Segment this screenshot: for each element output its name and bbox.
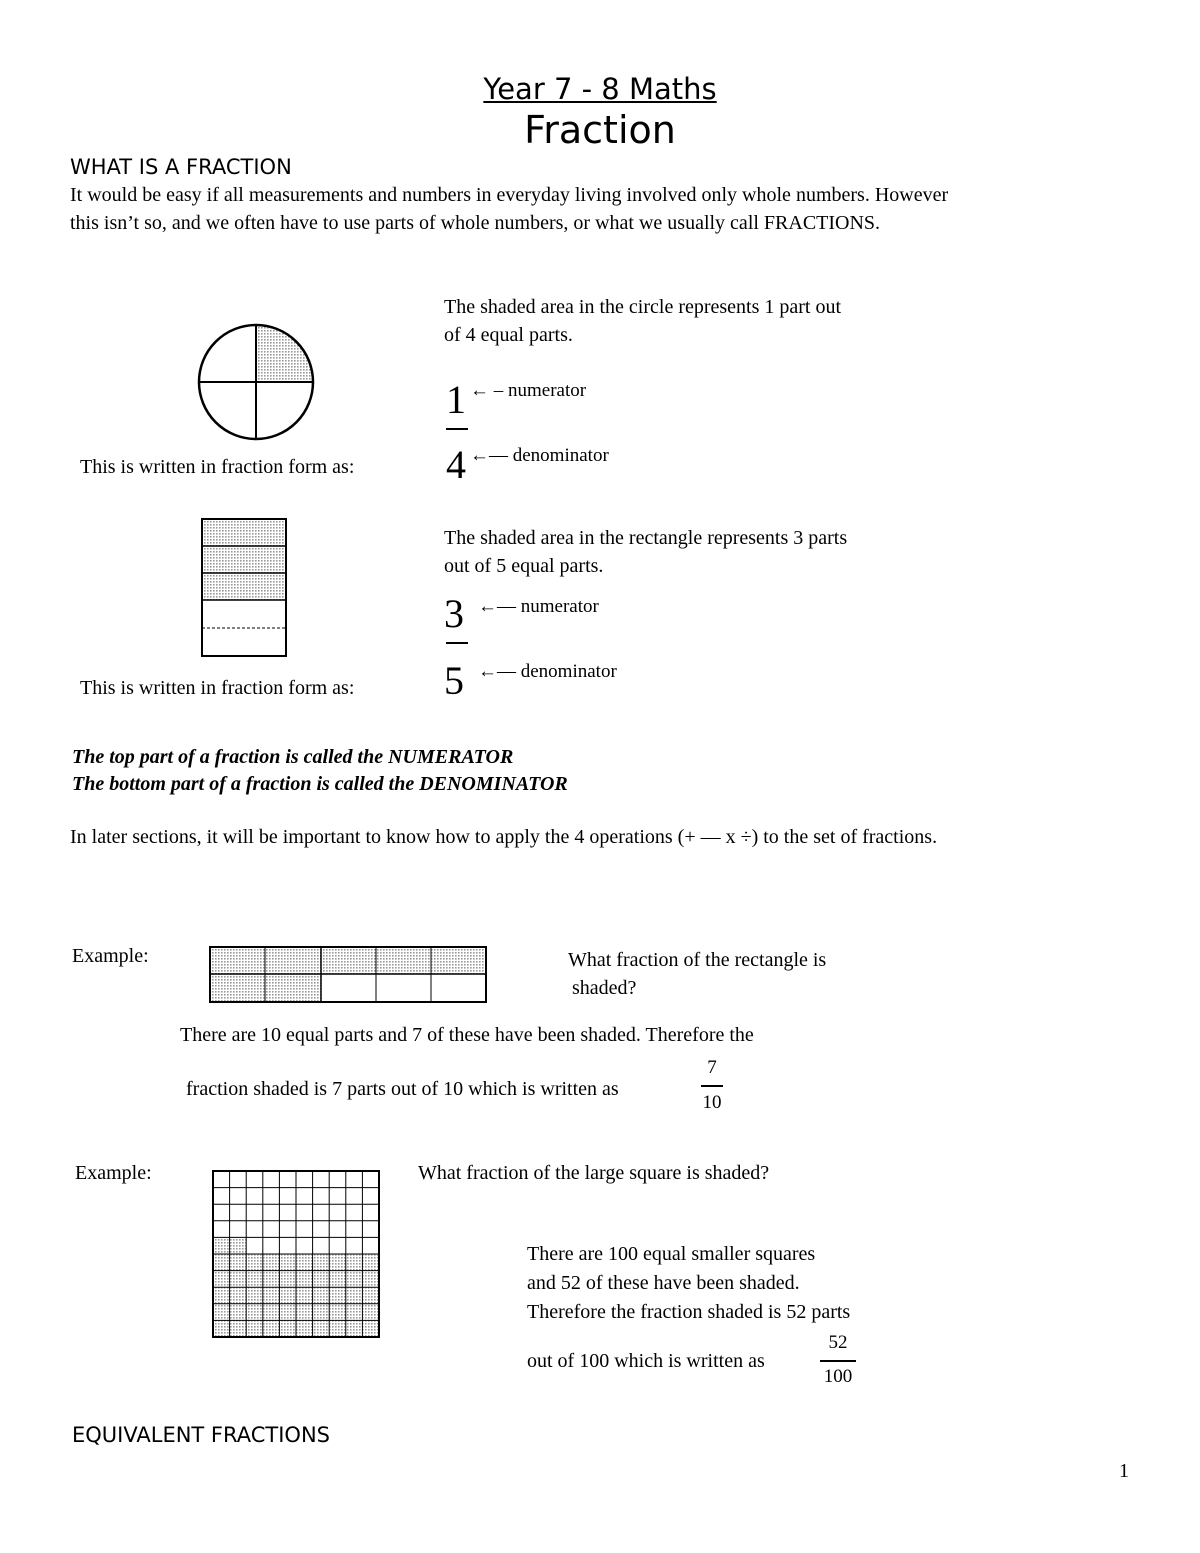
definition-denominator: The bottom part of a fraction is called the DENOMINATOR — [72, 773, 568, 795]
intro-line-2: this isn’t so, and we often have to use parts of whole numbers, or what we usually call FRACTIONS. — [70, 212, 881, 234]
rectangle-description — [444, 524, 847, 580]
rectangle-diagram — [201, 518, 287, 658]
circle-denominator: 4 — [446, 442, 466, 487]
example2-answer-line-3: Therefore the fraction shaded is 52 parts — [527, 1301, 851, 1323]
example1-fraction-numerator: 7 — [707, 1057, 717, 1078]
circle-numerator-label: ← – numerator — [470, 380, 587, 401]
example1-question-line-2: shaded? — [572, 977, 637, 999]
rect-fraction-bar — [446, 642, 468, 644]
circle-description — [444, 293, 841, 349]
circle-fraction-bar — [446, 428, 468, 430]
example1-answer-line-2: fraction shaded is 7 parts out of 10 which is written as — [186, 1078, 619, 1100]
rect-caption: This is written in fraction form as: — [80, 677, 355, 699]
example1-fraction-denominator: 10 — [702, 1092, 722, 1113]
example1-question-line-1: What fraction of the rectangle is — [568, 949, 827, 971]
example1-rectangle-diagram — [209, 946, 489, 1004]
rect-numerator-label: ←— numerator — [478, 596, 599, 617]
definition-numerator: The top part of a fraction is called the NUMERATOR — [72, 746, 514, 768]
rect-numerator: 3 — [444, 591, 464, 636]
example2-answer-line-4: out of 100 which is written as — [527, 1350, 765, 1372]
circle-desc-line-1: The shaded area in the circle represents 1 part out — [444, 296, 842, 318]
intro-paragraph — [70, 181, 1170, 237]
example2-answer-line-2: and 52 of these have been shaded. — [527, 1272, 800, 1294]
example2-answer-line-1: There are 100 equal smaller squares — [527, 1243, 816, 1265]
rectangle-shaded-parts — [202, 519, 286, 600]
rect-denominator-label: ←— denominator — [478, 661, 617, 682]
example2-grid-diagram — [212, 1170, 382, 1340]
example2-question: What fraction of the large square is shaded? — [418, 1162, 770, 1184]
section-heading-equivalent-fractions: EQUIVALENT FRACTIONS — [72, 1423, 330, 1447]
rect-denominator: 5 — [444, 658, 464, 703]
intro-line-1: It would be easy if all measurements and numbers in everyday living involved only whole numbers. However — [70, 184, 949, 206]
example1-label: Example: — [72, 945, 149, 967]
definitions — [72, 744, 568, 798]
example1-fraction-bar — [701, 1085, 723, 1087]
example2-fraction-denominator: 100 — [823, 1366, 853, 1387]
example2-answer — [527, 1240, 850, 1327]
example2-fraction-bar — [820, 1360, 856, 1362]
operations-text: In later sections, it will be important to know how to apply the 4 operations (+ — x ÷) to the set of fractions. — [70, 826, 938, 848]
rect-desc-line-1: The shaded area in the rectangle represents 3 parts — [444, 527, 848, 549]
example1-answer-line-1: There are 10 equal parts and 7 of these have been shaded. Therefore the — [180, 1024, 754, 1046]
circle-desc-line-2: of 4 equal parts. — [444, 324, 573, 346]
circle-diagram — [198, 324, 318, 444]
example2-label: Example: — [75, 1162, 152, 1184]
page-subtitle: Year 7 - 8 Maths — [483, 72, 717, 106]
circle-numerator: 1 — [446, 377, 466, 422]
page-title: Fraction — [524, 108, 676, 152]
circle-caption: This is written in fraction form as: — [80, 456, 355, 478]
rect-desc-line-2: out of 5 equal parts. — [444, 555, 604, 577]
section-heading-what-is-a-fraction: WHAT IS A FRACTION — [70, 155, 292, 179]
example2-fraction-numerator: 52 — [828, 1332, 848, 1353]
page-number: 1 — [1119, 1460, 1129, 1482]
example1-question — [568, 946, 826, 1002]
circle-denominator-label: ←— denominator — [470, 445, 609, 466]
